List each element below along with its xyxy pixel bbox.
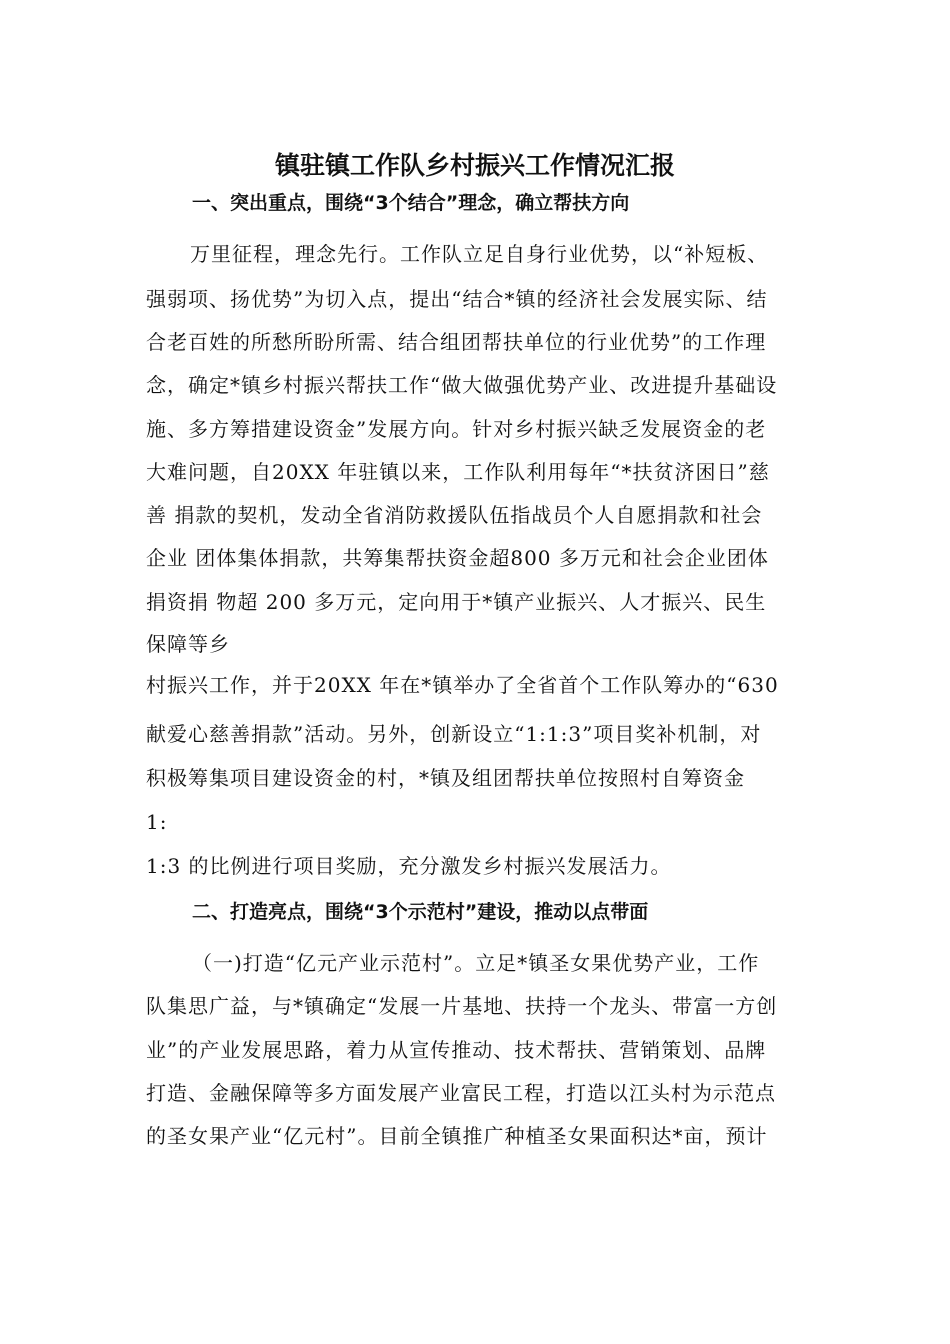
text-line: 打造、金融保障等多方面发展产业富民工程，打造以江头村为示范点 (146, 1081, 776, 1105)
text-line: 村振兴工作，并于20XX 年在*镇举办了全省首个工作队筹办的“630 (146, 673, 779, 697)
text-line: 保障等乡 (146, 632, 230, 656)
document-title: 镇驻镇工作队乡村振兴工作情况汇报 (274, 151, 675, 180)
text-line: 献爱心慈善捐款”活动。另外，创新设立“1:1:3”项目奖补机制，对 (146, 722, 762, 746)
text-line: 合老百姓的所愁所盼所需、结合组团帮扶单位的行业优势”的工作理 (146, 330, 767, 354)
text-line: 捐资捐 物超 200 多万元，定向用于*镇产业振兴、人才振兴、民生 (146, 590, 767, 614)
text-line: 1:3 的比例进行项目奖励，充分激发乡村振兴发展活力。 (146, 854, 672, 878)
text-line: 强弱项、扬优势”为切入点，提出“结合*镇的经济社会发展实际、结 (146, 287, 768, 311)
text-line: 1: (146, 810, 168, 834)
text-line: 念，确定*镇乡村振兴帮扶工作“做大做强优势产业、改进提升基础设 (146, 373, 778, 397)
text-line: 施、多方筹措建设资金”发展方向。针对乡村振兴缺乏发展资金的老 (146, 417, 767, 441)
text-line: 的圣女果产业“亿元村”。目前全镇推广种植圣女果面积达*亩，预计 (146, 1124, 768, 1148)
text-line: 万里征程，理念先行。工作队立足自身行业优势，以“补短板、 (190, 242, 769, 266)
text-line: 善 捐款的契机，发动全省消防救援队伍指战员个人自愿捐款和社会 (146, 503, 763, 527)
text-line: 企业 团体集体捐款，共筹集帮扶资金超800 多万元和社会企业团体 (146, 546, 769, 570)
text-line: 业”的产业发展思路，着力从宣传推动、技术帮扶、营销策划、品牌 (146, 1038, 767, 1062)
text-line: 大难问题，自20XX 年驻镇以来，工作队利用每年“*扶贫济困日”慈 (146, 460, 770, 484)
text-line: 队集思广益，与*镇确定“发展一片基地、扶持一个龙头、带富一方创 (146, 994, 778, 1018)
text-line: （一)打造“亿元产业示范村”。立足*镇圣女果优势产业，工作 (192, 951, 760, 975)
section-1-heading: 一、突出重点，围绕“3个结合”理念，确立帮扶方向 (192, 192, 630, 214)
section-2-heading: 二、打造亮点，围绕“3个示范村”建设，推动以点带面 (192, 901, 649, 923)
text-line: 积极筹集项目建设资金的村，*镇及组团帮扶单位按照村自筹资金 (146, 766, 745, 790)
